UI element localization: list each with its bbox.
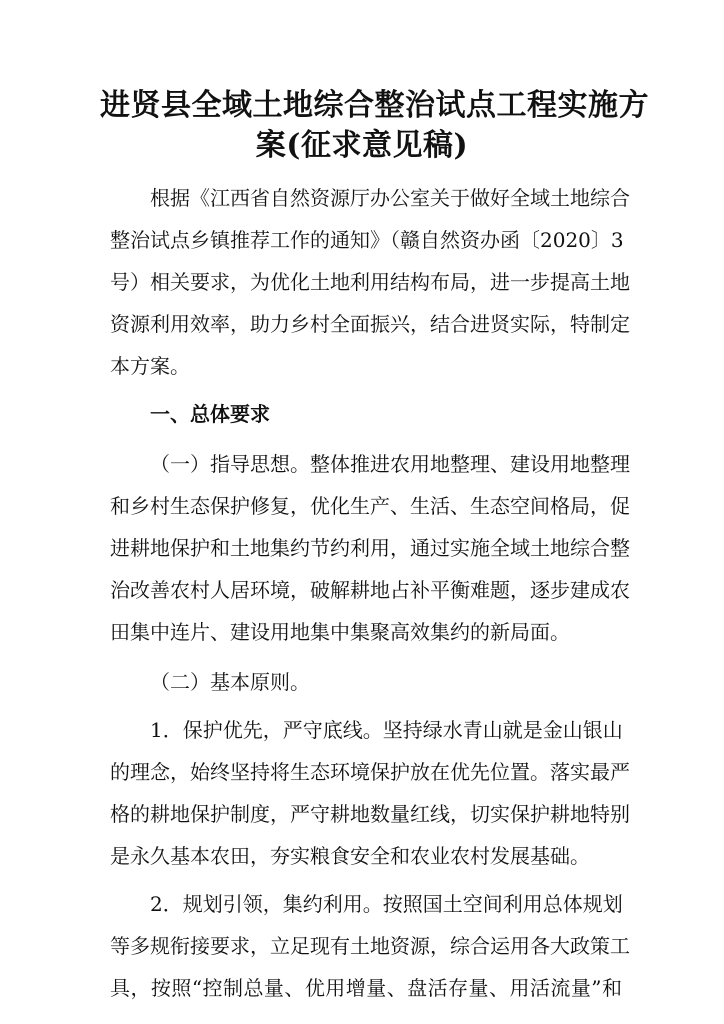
- principle2-line-3: 具，按照“控制总量、优用增量、盘活存量、用活流量”和: [110, 976, 622, 1000]
- intro-line-3: 号）相关要求，为优化土地利用结构布局，进一步提高土地: [110, 270, 630, 294]
- intro-line-4: 资源利用效率，助力乡村全面振兴，结合进贤实际，特制定: [110, 312, 630, 336]
- guiding-line-2: 和乡村生态保护修复，优化生产、生活、生态空间格局，促: [110, 494, 630, 518]
- document-title-line-2: 案(征求意见稿): [255, 128, 469, 163]
- intro-line-2: 整治试点乡镇推荐工作的通知》（赣自然资办函〔2020〕3: [110, 228, 624, 252]
- principle2-line-2: 等多规衔接要求，立足现有土地资源，综合运用各大政策工: [110, 934, 630, 958]
- intro-line-5: 本方案。: [110, 354, 190, 378]
- principle1-line-1: 1．保护优先，严守底线。坚持绿水青山就是金山银山: [150, 718, 623, 742]
- section-heading-general-requirements: 一、总体要求: [150, 402, 270, 426]
- principles-heading: （二）基本原则。: [150, 670, 310, 694]
- principle1-line-4: 是永久基本农田，夯实粮食安全和农业农村发展基础。: [110, 844, 590, 868]
- principle1-line-2: 的理念，始终坚持将生态环境保护放在优先位置。落实最严: [110, 760, 630, 784]
- guiding-line-3: 进耕地保护和土地集约节约利用，通过实施全域土地综合整: [110, 536, 630, 560]
- guiding-line-4: 治改善农村人居环境，破解耕地占补平衡难题，逐步建成农: [110, 578, 630, 602]
- guiding-line-5: 田集中连片、建设用地集中集聚高效集约的新局面。: [110, 620, 570, 644]
- principle1-line-3: 格的耕地保护制度，严守耕地数量红线，切实保护耕地特别: [110, 802, 630, 826]
- intro-line-1: 根据《江西省自然资源厅办公室关于做好全域土地综合: [150, 186, 630, 210]
- document-title-line-1: 进贤县全域土地综合整治试点工程实施方: [100, 88, 649, 123]
- guiding-line-1: （一）指导思想。整体推进农用地整理、建设用地整理: [150, 452, 630, 476]
- principle2-line-1: 2．规划引领，集约利用。按照国土空间利用总体规划: [150, 892, 623, 916]
